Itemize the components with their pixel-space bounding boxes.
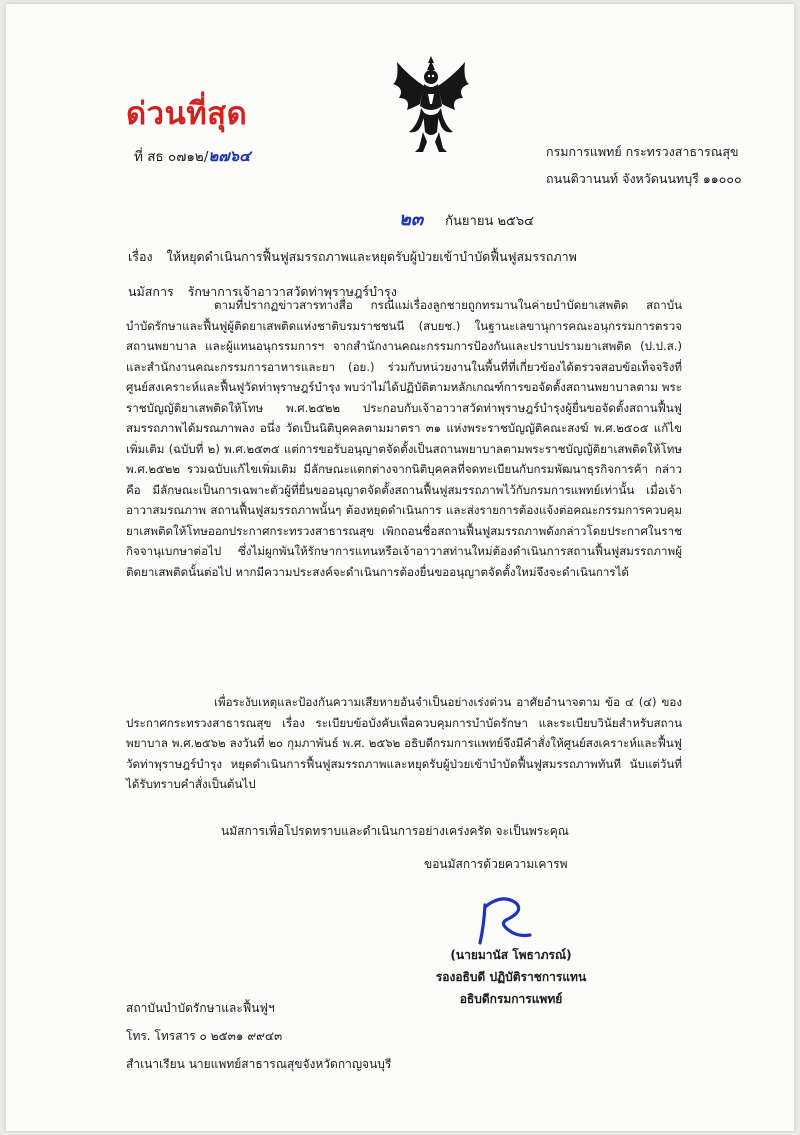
signer-name: (นายมานัส โพธาภรณ์) [450,948,572,962]
organization-name: กรมการแพทย์ กระทรวงสาธารณสุข [546,144,739,159]
urgency-stamp: ด่วนที่สุด [126,96,248,132]
subject-label: เรื่อง [128,249,153,264]
date-month-year: กันยายน ๒๕๖๔ [445,214,534,229]
organization-address [546,138,742,192]
subject-text: ให้หยุดดำเนินการฟื้นฟูสมรรถภาพและหยุดรับผู้ป่วยเข้าบำบัดฟื้นฟูสมรรถภาพ [166,249,577,264]
document-number [134,144,250,168]
recipient-label: นมัสการ [128,284,174,299]
footer-copy-to: สำเนาเรียน นายแพทย์สาธารณสุขจังหวัดกาญจนบุรี [126,1057,392,1071]
body-paragraph-1: ตามที่ปรากฏข่าวสารทางสื่อ กรณีแม่เรื่องลูกชายถูกทรมานในค่ายบำบัดยาเสพติด สถาบันบำบัดรักษาและฟื้นฟูผู้ติดยาเสพติดแห่งชาติบรมราชชนนี (สบยช.) ในฐานะเลขานุการคณะอนุกรรมการตรวจสถานพยาบาล และผู้แทนอนุกรรมการฯ จากสำนักงานคณะกรรมการป้องกันและปราบปรามยาเสพติด (ป.ป.ส.) และสำนักงานคณะกรรมการอาหารและยา (อย.) ร่วมกับหน่วยงานในพื้นที่ที่เกี่ยวข้องได้ตรวจสอบข้อเท็จจริงที่ ศูนย์สงเคราะห์และฟื้นฟูวัดท่าพุราษฎร์บำรุง พบว่าไม่ได้ปฏิบัติตามหลักเกณฑ์การขอจัดตั้งสถานพยาบาลตาม พระราชบัญญัติยาเสพติดให้โทษ พ.ศ.๒๕๒๒ ประกอบกับเจ้าอาวาสวัดท่าพุราษฎร์บำรุงผู้ยื่นขอจัดตั้งสถานฟื้นฟูสมรรถภาพได้มรณภาพลง อนึ่ง วัดเป็นนิติบุคคลตามมาตรา ๓๑ แห่งพระราชบัญญัติคณะสงฆ์ พ.ศ.๒๕๐๕ แก้ไขเพิ่มเติม (ฉบับที่ ๒) พ.ศ.๒๕๓๕ แต่การขอรับอนุญาตจัดตั้งเป็นสถานพยาบาลตามพระราชบัญญัติยาเสพติดให้โทษ พ.ศ.๒๕๒๒ รวมฉบับแก้ไขเพิ่มเติม มีลักษณะแตกต่างจากนิติบุคคลที่จดทะเบียนกับกรมพัฒนาธุรกิจการค้า กล่าวคือ มีลักษณะเป็นการเฉพาะตัวผู้ที่ยื่นขออนุญาตจัดตั้งสถานฟื้นฟูสมรรถภาพไว้กับกรมการแพทย์เท่านั้น เมื่อเจ้าอาวาสมรณภาพ สถานฟื้นฟูสมรรถภาพนั้นๆ ต้องหยุดดำเนินการ และส่งรายการต้องแจ้งต่อคณะกรรมการควบคุมยาเสพติดให้โทษออกประกาศกระทรวงสาธารณสุข เพิกถอนชื่อสถานฟื้นฟูสมรรถภาพดังกล่าวโดยประกาศในราชกิจจานุเบกษาต่อไป ซึ่งไม่ผูกพันให้รักษาการแทนหรือเจ้าอาวาสท่านใหม่ต้องดำเนินการสถานฟื้นฟูสมรรถภาพผู้ติดยาเสพติดนั้นต่อไป หากมีความประสงค์จะดำเนินการต้องยื่นขออนุญาตจัดตั้งใหม่จึงจะดำเนินการได้ [126,298,682,579]
footer-phone: โทร. โทรสาร ๐ ๒๕๓๑ ๙๙๔๓ [126,1029,283,1043]
letter-page [6,4,794,1131]
letter-date [399,204,534,233]
footer-department: สถาบันบำบัดรักษาและฟื้นฟูฯ [126,1001,275,1015]
closing-request: นมัสการเพื่อโปรดทราบและดำเนินการอย่างเคร่งครัด จะเป็นพระคุณ [221,824,569,838]
recipient-text: รักษาการเจ้าอาวาสวัดท่าพุราษฎร์บำรุง [187,284,397,299]
subject-line [128,247,577,267]
document-number-handwritten: ๒๗๖๔ [208,147,251,165]
signer-position-2: อธิบดีกรมการแพทย์ [459,992,563,1006]
signer-position-1: รองอธิบดี ปฏิบัติราชการแทน [435,970,587,984]
signer-block [406,944,616,1010]
organization-street: ถนนติวานนท์ จังหวัดนนทบุรี ๑๑๐๐๐ [546,171,742,186]
footer-contact [126,994,391,1078]
signature-icon [458,889,538,947]
document-number-prefix: ที่ สธ ๐๗๑๒/ [134,149,209,165]
garuda-emblem-icon [389,54,473,154]
body-paragraph-2: เพื่อระงับเหตุและป้องกันความเสียหายอันจำเป็นอย่างเร่งด่วน อาศัยอำนาจตาม ข้อ ๔ (๔) ของประกาศกระทรวงสาธารณสุข เรื่อง ระเบียบข้อบังคับเพื่อควบคุมการบำบัดรักษา และระเบียบวินัยสำหรับสถานพยาบาล พ.ศ.๒๕๖๒ ลงวันที่ ๒๐ กุมภาพันธ์ พ.ศ. ๒๕๖๒ อธิบดีกรมการแพทย์จึงมีคำสั่งให้ศูนย์สงเคราะห์และฟื้นฟูวัดท่าพุราษฎร์บำรุง หยุดดำเนินการฟื้นฟูสมรรถภาพและหยุดรับผู้ป่วยเข้าบำบัดฟื้นฟูสมรรถภาพทันที นับแต่วันที่ได้รับทราบคำสั่งเป็นต้นไป [126,695,682,791]
closing-salutation: ขอนมัสการด้วยความเคารพ [424,857,568,871]
date-day-handwritten: ๒๓ [399,209,424,230]
